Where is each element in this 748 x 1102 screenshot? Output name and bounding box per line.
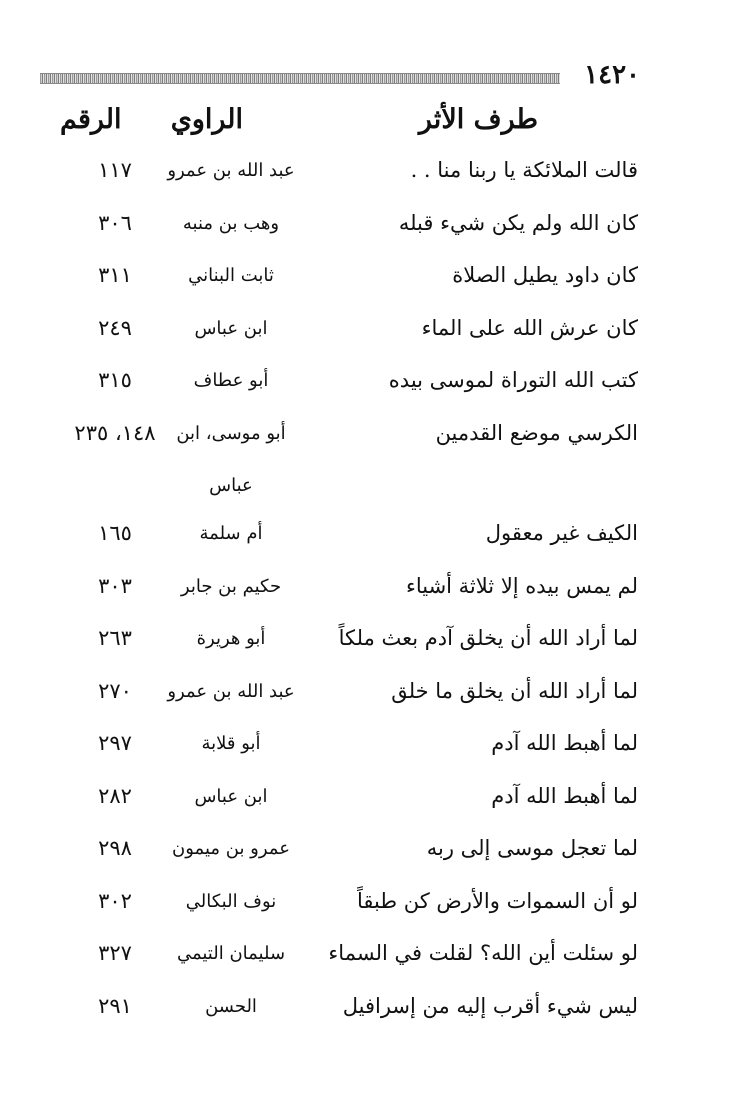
row-narrator: ابن عباس bbox=[194, 785, 268, 807]
row-narrator: حكيم بن جابر bbox=[180, 575, 282, 597]
index-table bbox=[40, 150, 638, 1038]
row-title: قالت الملائكة يا ربنا منا . . bbox=[410, 158, 638, 182]
row-narrator: عمرو بن ميمون bbox=[172, 838, 290, 859]
row-number: ٢٨٢ bbox=[98, 783, 132, 808]
page-number: ١٤٢٠ bbox=[584, 60, 640, 90]
row-narrator: أبو موسى، ابن bbox=[176, 422, 286, 444]
row-number: ٢٤٩ bbox=[98, 315, 132, 340]
row-narrator: وهب بن منبه bbox=[182, 212, 280, 234]
table-row bbox=[40, 360, 638, 413]
row-narrator: عبد الله بن عمرو bbox=[167, 160, 295, 181]
row-number: ٣٢٧ bbox=[98, 941, 132, 965]
row-title: لم يمس بيده إلا ثلاثة أشياء bbox=[405, 573, 638, 598]
table-row bbox=[40, 566, 638, 619]
row-title: كتب الله التوراة لموسى بيده bbox=[388, 368, 638, 392]
row-narrator: أبو قلابة bbox=[201, 733, 261, 754]
row-number: ١٤٨، ٢٣٥ bbox=[74, 420, 156, 445]
row-title: لو سئلت أين الله؟ لقلت في السماء bbox=[328, 941, 638, 965]
column-header-title: طرف الأثر bbox=[418, 104, 538, 135]
row-narrator: سليمان التيمي bbox=[176, 943, 286, 964]
table-row bbox=[40, 150, 638, 203]
row-title: لما أهبط الله آدم bbox=[491, 783, 638, 808]
column-header-narrator: الراوي bbox=[170, 104, 243, 135]
row-number: ٣١٥ bbox=[98, 368, 132, 392]
row-number: ٢٩٧ bbox=[98, 731, 132, 755]
row-number: ٢٩١ bbox=[98, 993, 132, 1018]
row-narrator: أبو عطاف bbox=[193, 370, 269, 391]
row-title: لما أهبط الله آدم bbox=[491, 731, 638, 755]
row-title: لما أراد الله أن يخلق ما خلق bbox=[391, 678, 638, 703]
row-number: ١٦٥ bbox=[98, 521, 132, 545]
column-header-number: الرقم bbox=[60, 104, 122, 135]
row-number: ٢٦٣ bbox=[98, 626, 132, 650]
row-number: ٢٩٨ bbox=[98, 836, 132, 860]
row-title: ليس شيء أقرب إليه من إسرافيل bbox=[342, 993, 638, 1018]
row-title: كان عرش الله على الماء bbox=[421, 315, 638, 340]
row-title: كان الله ولم يكن شيء قبله bbox=[398, 210, 638, 235]
table-row bbox=[40, 723, 638, 776]
table-row bbox=[40, 308, 638, 361]
table-row bbox=[40, 513, 638, 566]
row-title: لو أن السموات والأرض كن طبقاً bbox=[357, 888, 638, 913]
row-narrator: ابن عباس bbox=[194, 317, 268, 339]
row-number: ١١٧ bbox=[98, 158, 132, 182]
row-narrator: أبو هريرة bbox=[196, 628, 266, 649]
row-title: كان داود يطيل الصلاة bbox=[452, 263, 638, 287]
row-narrator: نوف البكالي bbox=[185, 890, 277, 912]
table-row bbox=[40, 203, 638, 256]
row-number: ٣٠٢ bbox=[98, 888, 132, 913]
table-row bbox=[40, 465, 638, 513]
row-title: الكرسي موضع القدمين bbox=[435, 420, 638, 445]
row-number: ٣٠٦ bbox=[98, 210, 132, 235]
row-narrator: أم سلمة bbox=[199, 523, 263, 544]
row-number: ٢٧٠ bbox=[98, 678, 132, 703]
table-header bbox=[40, 104, 638, 144]
row-title: لما تعجل موسى إلى ربه bbox=[426, 836, 638, 860]
row-number: ٣١١ bbox=[98, 263, 132, 287]
row-narrator: ثابت البناني bbox=[188, 265, 274, 286]
row-number: ٣٠٣ bbox=[98, 573, 132, 598]
header-rule bbox=[40, 73, 560, 84]
table-row bbox=[40, 671, 638, 724]
row-narrator: عباس bbox=[209, 475, 253, 496]
row-title: لما أراد الله أن يخلق آدم بعث ملكاً bbox=[338, 626, 638, 650]
table-row bbox=[40, 618, 638, 671]
row-title: الكيف غير معقول bbox=[485, 521, 638, 545]
table-row bbox=[40, 986, 638, 1039]
table-row bbox=[40, 413, 638, 466]
table-row bbox=[40, 881, 638, 934]
table-row bbox=[40, 776, 638, 829]
row-narrator: عبد الله بن عمرو bbox=[167, 680, 295, 702]
table-row bbox=[40, 828, 638, 881]
table-row bbox=[40, 933, 638, 986]
row-narrator: الحسن bbox=[205, 995, 257, 1017]
table-row bbox=[40, 255, 638, 308]
